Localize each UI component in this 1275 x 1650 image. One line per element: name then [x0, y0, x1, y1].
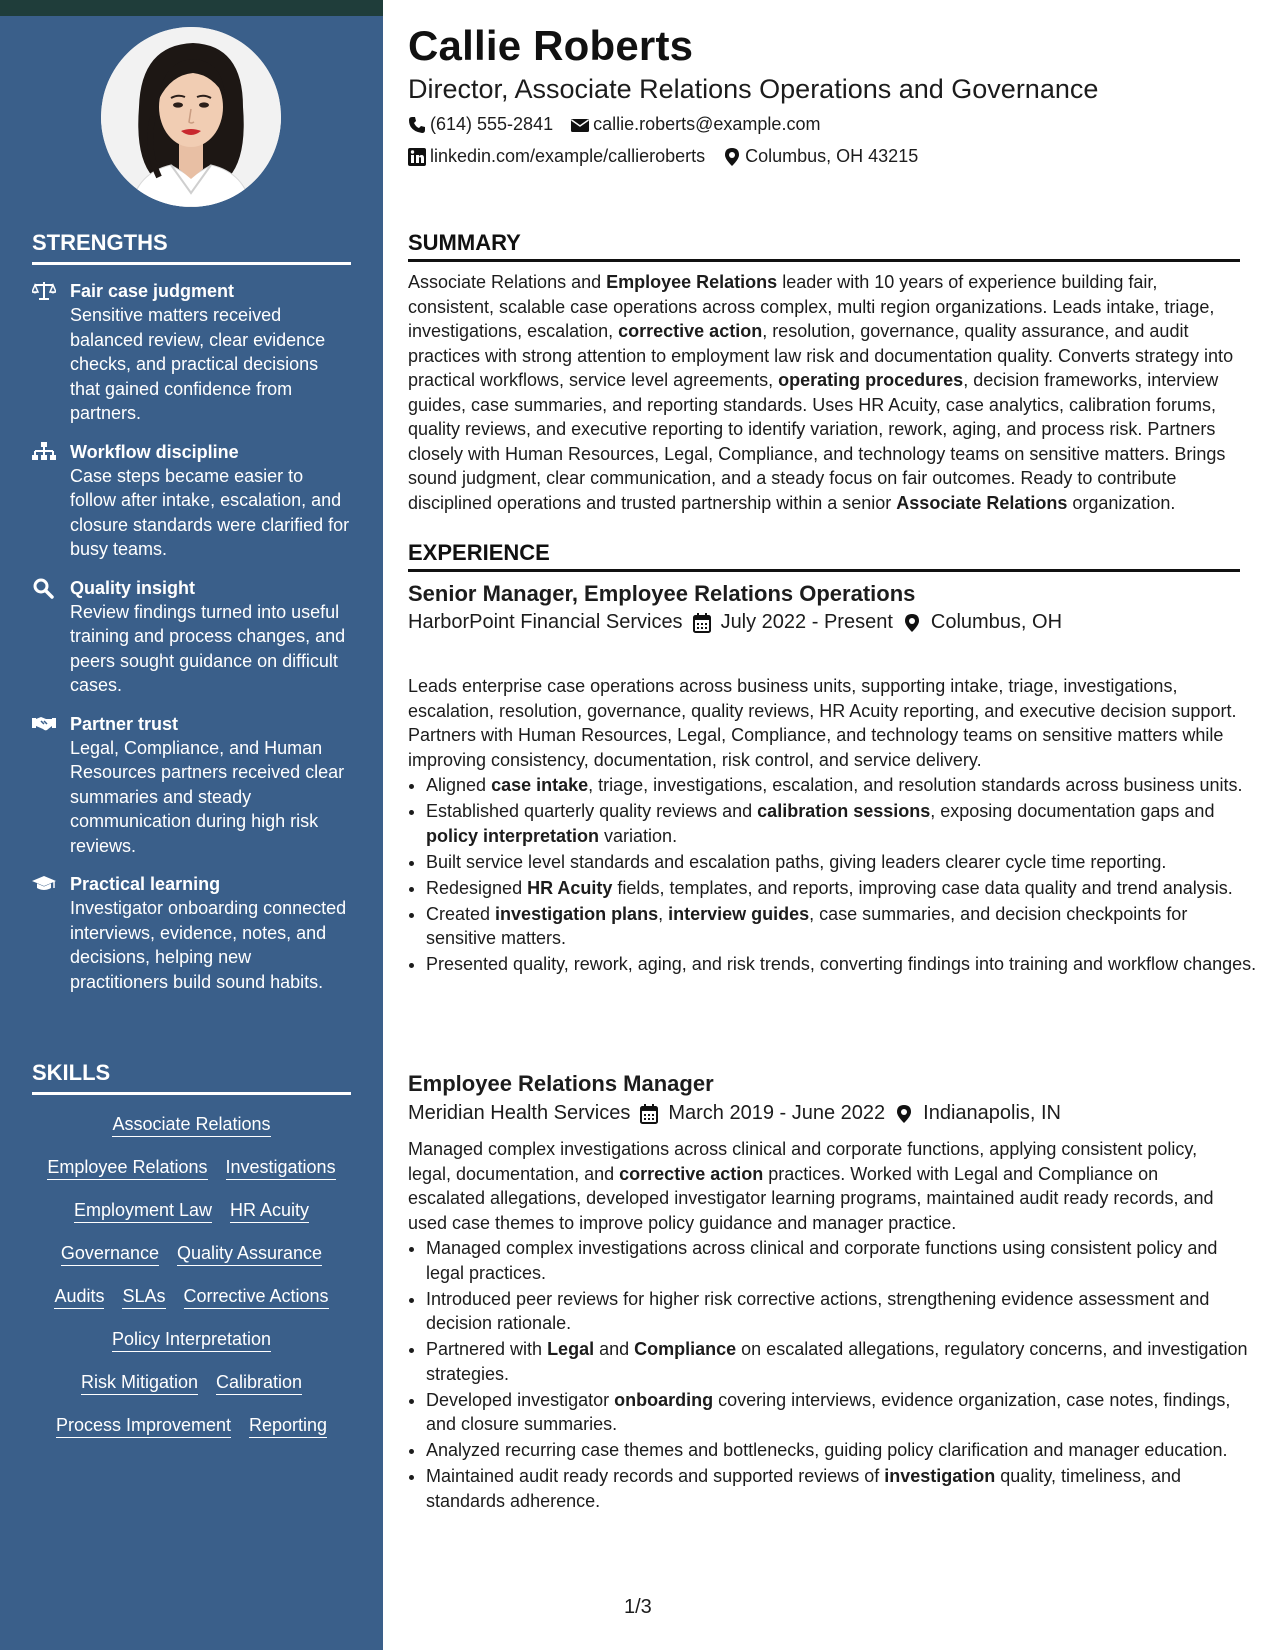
bullet-item [426, 902, 1258, 951]
text-segment: Created [426, 903, 496, 924]
handshake-icon [32, 713, 56, 735]
skills-heading: SKILLS [32, 1060, 351, 1095]
text-segment: Managed complex investigations across clinical and corporate functions using consistent policy and legal practices. [426, 1238, 1218, 1283]
skill-tag: Investigations [226, 1156, 336, 1180]
job-description [408, 674, 1240, 772]
strength-text: Investigator onboarding connected interviews, evidence, notes, and decisions, helping new practitioners build sound habits. [70, 898, 347, 992]
candidate-title: Director, Associate Relations Operations and Governance [408, 74, 1099, 104]
avatar-photo [101, 27, 281, 207]
text-segment: practices. Worked with Legal and Compliance on escalated allegations, developed investigator learning programs, maintained audit ready records, and used case themes to improve policy guidance and manager practice. [408, 1163, 1214, 1233]
bullet-item [426, 1464, 1258, 1513]
text-segment: organization. [1067, 492, 1176, 513]
bold-text: investigation [884, 1466, 996, 1486]
bullet-item [426, 876, 1258, 901]
bullet-item [426, 1236, 1258, 1285]
bullet-item [426, 1337, 1258, 1386]
graduation-cap-icon [32, 873, 56, 895]
strength-item [32, 712, 351, 859]
job-company: Meridian Health Services [408, 1102, 631, 1124]
strength-title: Workflow discipline [70, 441, 239, 462]
skill-tag: Calibration [216, 1371, 302, 1395]
text-segment: quality, timeliness, and standards adherence. [426, 1466, 1182, 1511]
job-title: Employee Relations Manager [408, 1071, 714, 1096]
text-segment: , case summaries, and decision checkpoints for sensitive matters. [426, 903, 1188, 948]
skill-tag: Risk Mitigation [81, 1371, 198, 1395]
strength-text: Case steps became easier to follow after intake, escalation, and closure standards were clarified for busy teams. [70, 465, 350, 559]
skill-row [32, 1414, 351, 1438]
skills-section [32, 1060, 351, 1457]
phone-item[interactable] [408, 114, 553, 135]
contact-row-2 [408, 146, 918, 167]
text-segment: Introduced peer reviews for higher risk corrective actions, strengthening evidence assessment and decision rationale. [426, 1288, 1210, 1333]
location-text: Columbus, OH 43215 [745, 146, 919, 166]
bullet-item [426, 1388, 1258, 1437]
bullet-item [426, 850, 1258, 875]
text-segment: Aligned [426, 775, 492, 795]
strength-text: Sensitive matters received balanced review, clear evidence checks, and practical decisions that gained confidence from partners. [70, 305, 326, 423]
skill-row [32, 1156, 351, 1180]
location-item [723, 146, 918, 167]
job-location: Columbus, OH [930, 611, 1063, 633]
bold-text: Legal [547, 1339, 595, 1359]
map-pin-icon [723, 148, 741, 166]
avatar [101, 27, 281, 207]
job-meta [408, 611, 1062, 634]
bold-text: investigation plans [495, 903, 659, 924]
job-bullets [408, 1236, 1258, 1515]
bold-text: Compliance [634, 1339, 737, 1359]
skill-tag: Governance [61, 1242, 159, 1266]
scale-icon [32, 280, 56, 302]
skill-row [32, 1285, 351, 1309]
summary-heading: SUMMARY [408, 230, 1240, 262]
text-segment: covering interviews, evidence organization, case notes, findings, and closure summaries. [426, 1389, 1231, 1434]
strength-title: Fair case judgment [70, 281, 235, 301]
strength-title: Quality insight [70, 577, 196, 598]
linkedin-text: linkedin.com/example/callieroberts [430, 146, 706, 166]
strength-text: Review findings turned into useful training and process changes, and peers sought guidance on difficult cases. [70, 601, 346, 695]
text-segment: , exposing documentation gaps and [930, 801, 1215, 821]
job-company: HarborPoint Financial Services [408, 611, 683, 633]
page-number: 1/3 [624, 1596, 652, 1618]
skill-row [32, 1199, 351, 1223]
job-meta [408, 1102, 1061, 1125]
text-segment: , decision frameworks, interview guides, case summaries, and reporting standards. Uses HR Acuity, case analytics, calibration forums, quality reviews, and executive reporting to identify variation, rework, aging, and process risk. Partners closely with Human Resources, Legal, Compliance, and technology teams on sensitive matters. Brings sound judgment, clear communication, and a steady focus on fair outcomes. Ready to contribute disciplined operations and trusted partnership within a senior [408, 370, 1226, 513]
bold-text: operating procedures [778, 370, 964, 390]
sidebar [0, 0, 383, 1650]
bold-text: calibration sessions [757, 801, 931, 821]
bold-text: HR Acuity [527, 877, 613, 898]
skill-tag: Corrective Actions [184, 1285, 329, 1309]
strength-item [32, 576, 351, 698]
skill-tag: HR Acuity [230, 1199, 309, 1223]
text-segment: variation. [599, 825, 678, 846]
skill-tag: Employee Relations [47, 1156, 207, 1180]
text-segment: and [594, 1339, 635, 1359]
text-segment: leader with 10 years of experience building fair, consistent, scalable case operations across complex, multi region organizations. Leads intake, triage, investigations, escalation, [408, 272, 1215, 341]
text-segment: Managed complex investigations across clinical and corporate functions, applying consistent policy, legal, documentation, and [408, 1139, 1198, 1184]
skill-row [32, 1371, 351, 1395]
text-segment: fields, templates, and reports, improving case data quality and trend analysis. [612, 877, 1233, 898]
skill-row [32, 1113, 351, 1137]
text-segment: Analyzed recurring case themes and bottlenecks, guiding policy clarification and manager education. [426, 1440, 1228, 1460]
bullet-item [426, 773, 1258, 798]
text-segment: Developed investigator [426, 1389, 615, 1410]
job-dates: July 2022 - Present [720, 611, 893, 633]
phone-icon [408, 116, 426, 134]
candidate-name: Callie Roberts [408, 22, 694, 69]
skill-tag: Associate Relations [112, 1113, 270, 1137]
text-segment: Built service level standards and escalation paths, giving leaders clearer cycle time reporting. [426, 851, 1167, 872]
bold-text: corrective action [618, 321, 763, 341]
bold-text: case intake [491, 775, 589, 795]
text-segment: Associate Relations and [408, 272, 607, 292]
job-bullets [408, 773, 1258, 978]
text-segment: , resolution, governance, quality assurance, and audit practices with strong attention to employment law risk and documentation quality. Converts strategy into practical workflows, service level agreements, [408, 321, 1234, 390]
text-segment: , triage, investigations, escalation, and resolution standards across business units. [588, 775, 1243, 795]
sidebar-top-bar [0, 0, 383, 16]
calendar-icon [693, 613, 711, 633]
envelope-icon [571, 116, 589, 134]
job-description [408, 1137, 1240, 1235]
job-location: Indianapolis, IN [923, 1102, 1062, 1124]
skill-tag: Reporting [249, 1414, 327, 1438]
calendar-icon [640, 1104, 658, 1124]
text-segment: Leads enterprise case operations across business units, supporting intake, triage, investigations, escalation, resolution, governance, quality reviews, HR Acuity reporting, and executive decision support. Partners with Human Resources, Legal, Compliance, and technology teams on sensitive matters while improving consistency, documentation, risk control, and service delivery. [408, 676, 1237, 770]
text-segment: Redesigned [426, 877, 528, 898]
strengths-heading: STRENGTHS [32, 230, 351, 265]
job-title: Senior Manager, Employee Relations Operations [408, 581, 916, 606]
bullet-item [426, 799, 1258, 848]
bullet-item [426, 952, 1258, 977]
strengths-section [32, 230, 351, 994]
bold-text: corrective action [619, 1163, 764, 1184]
text-segment: Maintained audit ready records and supported reviews of [426, 1466, 885, 1486]
skill-row [32, 1328, 351, 1352]
experience-heading: EXPERIENCE [408, 540, 1240, 572]
text-segment: on escalated allegations, regulatory concerns, and investigation strategies. [426, 1339, 1248, 1384]
map-pin-icon [903, 613, 921, 633]
text-segment: Established quarterly quality reviews and [426, 801, 758, 821]
bullet-item [426, 1287, 1258, 1336]
bold-text: Associate Relations [896, 492, 1068, 513]
linkedin-icon [408, 148, 426, 166]
text-segment: Partnered with [426, 1339, 548, 1359]
skill-tag: Policy Interpretation [112, 1328, 271, 1352]
bold-text: Employee Relations [606, 272, 778, 292]
text-segment: Presented quality, rework, aging, and risk trends, converting findings into training and workflow changes. [426, 954, 1257, 974]
contact-row-1 [408, 114, 820, 135]
text-segment: , [658, 903, 669, 924]
strength-title: Partner trust [70, 713, 179, 734]
skill-tag: Quality Assurance [177, 1242, 322, 1266]
phone-text: (614) 555-2841 [430, 114, 554, 134]
email-text: callie.roberts@example.com [593, 114, 821, 134]
skill-row [32, 1242, 351, 1266]
strength-item [32, 279, 351, 426]
job-dates: March 2019 - June 2022 [668, 1102, 886, 1124]
summary-text [408, 270, 1240, 515]
bullet-item [426, 1438, 1258, 1463]
strength-item [32, 872, 351, 994]
skills-list [32, 1113, 351, 1438]
strength-title: Practical learning [70, 874, 221, 894]
bold-text: policy interpretation [426, 825, 600, 846]
search-icon [32, 577, 56, 599]
map-pin-icon [895, 1104, 913, 1124]
strength-text: Legal, Compliance, and Human Resources partners received clear summaries and steady communication during high risk reviews. [70, 737, 345, 856]
skill-tag: SLAs [122, 1285, 165, 1309]
bold-text: onboarding [614, 1389, 714, 1410]
linkedin-item[interactable] [408, 146, 705, 167]
skill-tag: Audits [54, 1285, 104, 1309]
strength-item [32, 440, 351, 562]
email-item[interactable] [571, 114, 820, 135]
skill-tag: Process Improvement [56, 1414, 231, 1438]
org-chart-icon [32, 441, 56, 463]
skill-tag: Employment Law [74, 1199, 212, 1223]
bold-text: interview guides [668, 903, 810, 924]
